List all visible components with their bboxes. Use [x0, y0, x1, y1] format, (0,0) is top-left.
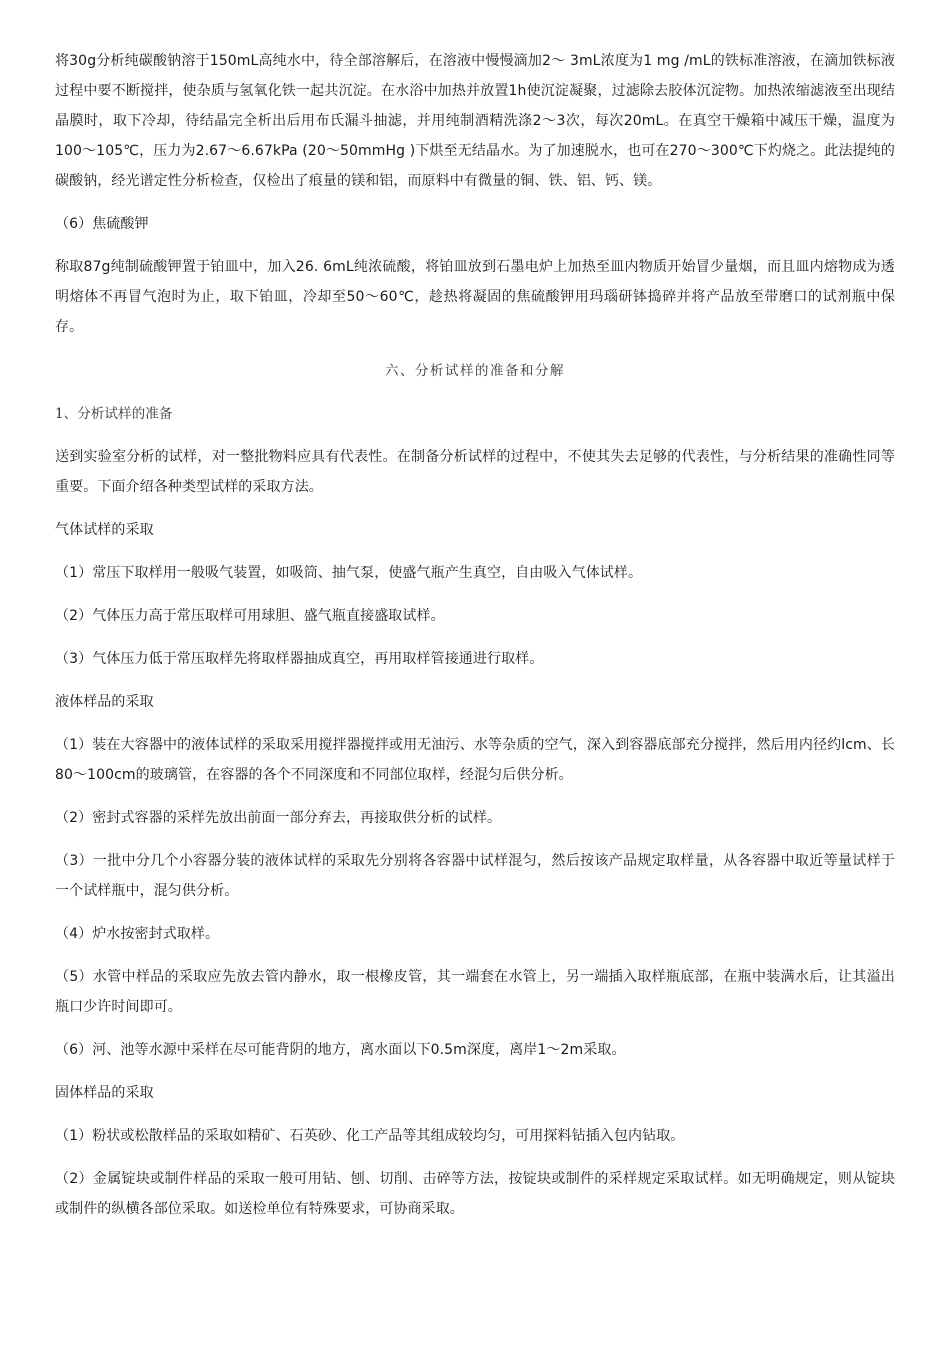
list-item: （3）一批中分几个小容器分装的液体试样的采取先分别将各容器中试样混匀，然后按该产品规定取样量，从各容器中取近等量试样于一个试样瓶中，混匀供分析。: [55, 853, 895, 899]
list-item: （5）水管中样品的采取应先放去管内静水，取一根橡皮管，其一端套在水管上，另一端插入取样瓶底部，在瓶中装满水后，让其溢出瓶口少许时间即可。: [55, 969, 895, 1015]
list-item: （2）气体压力高于常压取样可用球胆、盛气瓶直接盛取试样。: [55, 608, 445, 624]
list-item: （2）金属锭块或制件样品的采取一般可用钻、刨、切削、击碎等方法，按锭块或制件的采样规定采取试样。如无明确规定，则从锭块或制件的纵横各部位采取。如送检单位有特殊要求，可协商采取。: [55, 1171, 895, 1217]
heading-potassium-pyrosulfate: （6）焦硫酸钾: [55, 216, 149, 232]
list-item: （1）粉状或松散样品的采取如精矿、石英砂、化工产品等其组成较均匀，可用探料钻插入包内钻取。: [55, 1128, 685, 1144]
list-item: （4）炉水按密封式取样。: [55, 926, 220, 942]
paragraph-sample-intro: 送到实验室分析的试样，对一整批物料应具有代表性。在制备分析试样的过程中，不使其失去足够的代表性，与分析结果的准确性同等重要。下面介绍各种类型试样的采取方法。: [55, 449, 895, 495]
heading-gas-sampling: 气体试样的采取: [55, 522, 154, 538]
subsection-title: 1、分析试样的准备: [55, 406, 173, 422]
document-page: [55, 46, 895, 1237]
list-item: （1）常压下取样用一般吸气装置，如吸筒、抽气泵，使盛气瓶产生真空，自由吸入气体试样。: [55, 565, 643, 581]
heading-liquid-sampling: 液体样品的采取: [55, 694, 154, 710]
list-item: （6）河、池等水源中采样在尽可能背阴的地方，离水面以下0.5m深度，离岸1～2m采取。: [55, 1042, 626, 1058]
list-item: （3）气体压力低于常压取样先将取样器抽成真空，再用取样管接通进行取样。: [55, 651, 544, 667]
heading-solid-sampling: 固体样品的采取: [55, 1085, 154, 1101]
list-item: （1）装在大容器中的液体试样的采取采用搅拌器搅拌或用无油污、水等杂质的空气，深入到容器底部充分搅拌，然后用内径约lcm、长80～100cm的玻璃管，在容器的各个不同深度和不同部位取样，经混匀后供分析。: [55, 737, 895, 783]
section-title: 六、分析试样的准备和分解: [385, 363, 565, 379]
list-item: （2）密封式容器的采样先放出前面一部分弃去，再接取供分析的试样。: [55, 810, 502, 826]
paragraph-sodium-carbonate-purification: 将30g分析纯碳酸钠溶于150mL高纯水中，待全部溶解后，在溶液中慢慢滴加2～ 3mL浓度为1 mg /mL的铁标准溶液，在滴加铁标液过程中要不断搅拌，使杂质与氢氧化铁一起共沉淀。在水浴中加热并放置1h使沉淀凝聚，过滤除去胶体沉淀物。加热浓缩滤液至出现结晶膜时，取下冷却，待结晶完全析出后用布氏漏斗抽滤，并用纯制酒精洗涤2～3次，每次20mL。在真空干燥箱中减压干燥，温度为100～105℃，压力为2.67～6.67kPa (20～50mmHg )下烘至无结晶水。为了加速脱水，也可在270～300℃下灼烧之。此法提纯的碳酸钠，经光谱定性分析检查，仅检出了痕量的镁和铝，而原料中有微量的铜、铁、铝、钙、镁。: [55, 53, 895, 189]
paragraph-potassium-pyrosulfate: 称取87g纯制硫酸钾置于铂皿中，加入26. 6mL纯浓硫酸，将铂皿放到石墨电炉上加热至皿内物质开始冒少量烟，而且皿内熔物成为透明熔体不再冒气泡时为止，取下铂皿，冷却至50～60℃，趁热将凝固的焦硫酸钾用玛瑙研钵捣碎并将产品放至带磨口的试剂瓶中保存。: [55, 259, 895, 335]
